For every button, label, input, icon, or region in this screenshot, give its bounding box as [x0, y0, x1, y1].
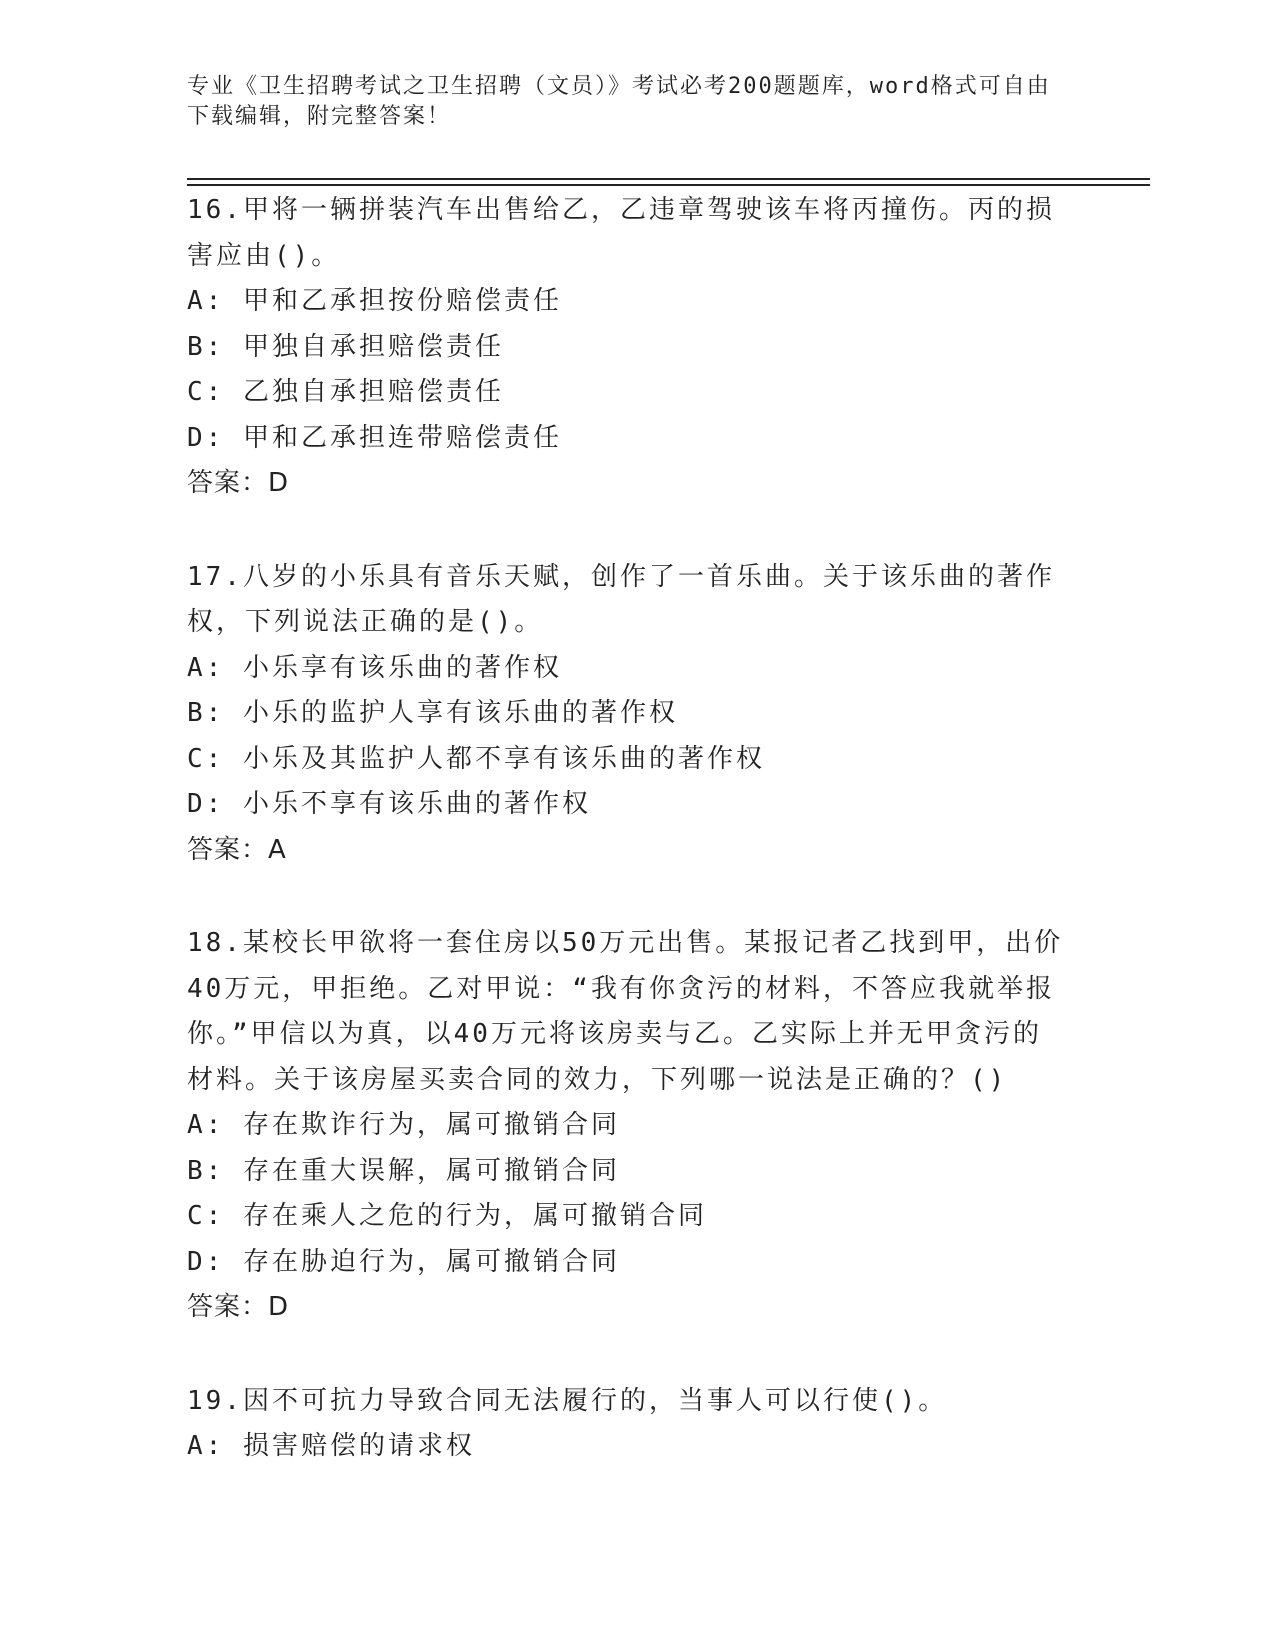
question-19 — [187, 1379, 1087, 1470]
option-a: A: 甲和乙承担按份赔偿责任 — [187, 286, 562, 316]
question-list — [187, 188, 1087, 1518]
option-c: C: 小乐及其监护人都不享有该乐曲的著作权 — [187, 743, 765, 774]
option-b: B: 小乐的监护人享有该乐曲的著作权 — [187, 698, 678, 728]
question-stem: 17.八岁的小乐具有音乐天赋，创作了一首乐曲。关于该乐曲的著作权，下列说法正确的是()。 — [187, 561, 1055, 637]
question-16 — [187, 188, 1087, 507]
answer: 答案：D — [187, 468, 290, 498]
option-d: D: 甲和乙承担连带赔偿责任 — [187, 422, 562, 453]
header-divider-top — [187, 178, 1150, 180]
question-stem: 16.甲将一辆拼装汽车出售给乙，乙违章驾驶该车将丙撞伤。丙的损害应由()。 — [187, 195, 1055, 271]
question-18 — [187, 921, 1087, 1331]
option-a: A: 损害赔偿的请求权 — [187, 1431, 475, 1461]
option-a: A: 存在欺诈行为，属可撤销合同 — [187, 1110, 620, 1140]
question-stem: 19.因不可抗力导致合同无法履行的，当事人可以行使()。 — [187, 1385, 948, 1416]
option-a: A: 小乐享有该乐曲的著作权 — [187, 652, 562, 683]
question-17 — [187, 555, 1087, 874]
question-stem: 18.某校长甲欲将一套住房以50万元出售。某报记者乙找到甲，出价40万元，甲拒绝。乙对甲说：“我有你贪污的材料，不答应我就举报你。”甲信以为真，以40万元将该房卖与乙。乙实际上并无甲贪污的材料。关于该房屋买卖合同的效力，下列哪一说法是正确的？() — [187, 928, 1064, 1095]
header-divider-bottom — [187, 184, 1150, 186]
option-c: C: 存在乘人之危的行为，属可撤销合同 — [187, 1201, 707, 1231]
option-d: D: 存在胁迫行为，属可撤销合同 — [187, 1246, 620, 1277]
option-b: B: 甲独自承担赔偿责任 — [187, 331, 504, 362]
answer: 答案：D — [187, 1292, 290, 1322]
option-b: B: 存在重大误解，属可撤销合同 — [187, 1155, 620, 1186]
answer: 答案：A — [187, 834, 287, 865]
document-header: 专业《卫生招聘考试之卫生招聘（文员）》考试必考200题题库，word格式可自由下载编辑，附完整答案！ — [187, 74, 1051, 129]
option-c: C: 乙独自承担赔偿责任 — [187, 377, 504, 407]
option-d: D: 小乐不享有该乐曲的著作权 — [187, 789, 591, 819]
